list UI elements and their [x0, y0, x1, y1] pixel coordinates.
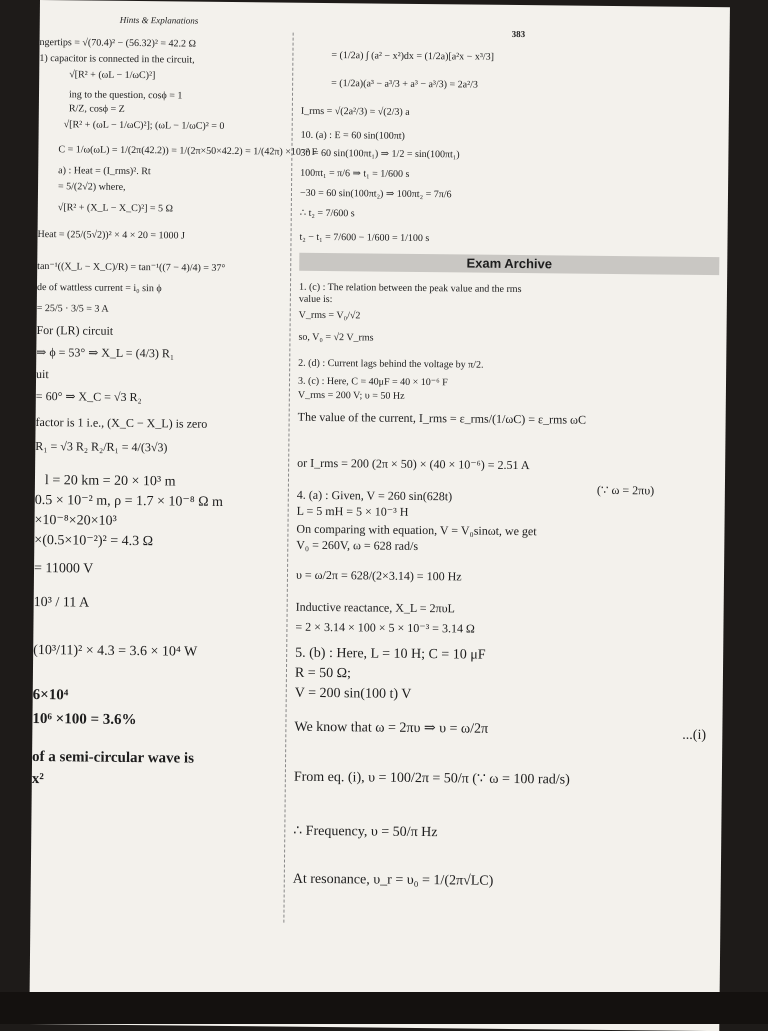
right-line: 10. (a) : E = 60 sin(100πt): [300, 129, 405, 142]
left-line: l = 20 km = 20 × 10³ m: [44, 473, 176, 490]
right-line: V_rms = V₀/√2: [298, 309, 361, 322]
left-line: R₁ = √3 R₂ R₂/R₁ = 4/(3√3): [35, 438, 168, 455]
left-line: a) : Heat = (I_rms)². Rt: [58, 165, 151, 178]
left-line: ×10⁻⁸×20×10³: [34, 512, 117, 529]
right-line: At resonance, υ_r = υ₀ = 1/(2π√LC): [292, 871, 494, 889]
right-line: 4. (a) : Given, V = 260 sin(628t): [296, 487, 453, 504]
right-line: −30 = 60 sin(100πt₂) ⇒ 100πt₂ = 7π/6: [299, 187, 452, 201]
left-line: C = 1/ω(ωL) = 1/(2π(42.2)) = 1/(2π×50×42.2) = 1/(42π) ×10⁻² F: [58, 144, 318, 158]
left-line: For (LR) circuit: [36, 322, 114, 338]
left-line: x²: [31, 770, 44, 788]
right-line: 3. (c) : Here, C = 40μF = 40 × 10⁻⁶ F: [297, 375, 448, 389]
right-line: ...(i): [682, 727, 707, 744]
right-line: R = 50 Ω;: [294, 665, 352, 682]
textbook-page: [29, 0, 730, 1031]
section-banner: [299, 253, 719, 275]
right-line: ∴ Frequency, υ = 50/π Hz: [293, 823, 438, 841]
left-line: ngertips = √(70.4)² − (56.32)² = 42.2 Ω: [39, 36, 196, 50]
left-line: = 25/5 · 3/5 = 3 A: [36, 302, 109, 315]
right-line: = 2 × 3.14 × 100 × 5 × 10⁻³ = 3.14 Ω: [295, 619, 475, 636]
running-header: Hints & Explanations: [119, 14, 199, 26]
left-line: √[R² + (X_L − X_C)²] = 5 Ω: [57, 202, 174, 215]
left-line: ⇒ ϕ = 53° ⇒ X_L = (4/3) R₁: [36, 344, 175, 361]
right-line: 1. (c) : The relation between the peak value and the rms: [298, 281, 522, 296]
left-line: de of wattless current = i₀ sin ϕ: [36, 281, 162, 295]
right-line: On comparing with equation, V = V₀sinωt, we get: [296, 521, 537, 539]
right-line: From eq. (i), υ = 100/2π = 50/π (∵ ω = 100 rad/s): [293, 769, 570, 788]
left-line: 10³ / 11 A: [33, 594, 90, 611]
left-line: = 60° ⇒ X_C = √3 R₂: [35, 388, 142, 405]
right-line: (∵ ω = 2πυ): [596, 482, 655, 498]
right-line: or I_rms = 200 (2π × 50) × (40 × 10⁻⁶) = 2.51 A: [297, 455, 530, 473]
left-line: uit: [36, 366, 49, 382]
right-line: = (1/2a) ∫ (a² − x²)dx = (1/2a)[a²x − x³/3]: [331, 50, 495, 63]
left-line: 10⁶ ×100 = 3.6%: [32, 710, 137, 729]
left-line: 1) capacitor is connected in the circuit,: [39, 52, 195, 66]
left-line: R/Z, cosϕ = Z: [68, 103, 125, 115]
right-line: υ = ω/2π = 628/(2×3.14) = 100 Hz: [295, 567, 462, 584]
right-line: I_rms = √(2a²/3) = √(2/3) a: [300, 105, 410, 118]
right-line: 100πt₁ = π/6 ⇒ t₁ = 1/600 s: [300, 167, 410, 180]
bottom-edge-shadow: [0, 992, 768, 1024]
right-line: value is:: [298, 293, 333, 306]
right-line: V_rms = 200 V; υ = 50 Hz: [297, 389, 405, 402]
right-line: t₂ − t₁ = 7/600 − 1/600 = 1/100 s: [299, 231, 430, 245]
right-line: The value of the current, I_rms = ε_rms/(1/ωC) = ε_rms ωC: [297, 409, 587, 427]
left-line: factor is 1 i.e., (X_C − X_L) is zero: [35, 414, 208, 431]
right-line: V = 200 sin(100 t) V: [294, 685, 412, 702]
left-line: tan⁻¹((X_L − X_C)/R) = tan⁻¹((7 − 4)/4) = 37°: [37, 260, 226, 274]
left-line: of a semi-circular wave is: [31, 748, 195, 767]
right-line: so, V₀ = √2 V_rms: [298, 331, 374, 344]
left-line: Heat = (25/(5√2))² × 4 × 20 = 1000 J: [37, 228, 186, 242]
left-line: = 11000 V: [33, 560, 94, 577]
right-line: Inductive reactance, X_L = 2πυL: [295, 599, 455, 616]
left-line: ing to the question, cosϕ = 1: [68, 89, 183, 102]
right-line: We know that ω = 2πυ ⇒ υ = ω/2π: [294, 719, 489, 737]
left-line: √[R² + (ωL − 1/ωC)²]: [69, 69, 156, 82]
right-line: 5. (b) : Here, L = 10 H; C = 10 μF: [295, 645, 486, 663]
left-line: 6×10⁴: [32, 686, 69, 704]
left-line: √[R² + (ωL − 1/ωC)²]; (ωL − 1/ωC)² = 0: [63, 119, 225, 132]
page-number: 383: [511, 28, 526, 40]
right-line: ∴ t₂ = 7/600 s: [299, 207, 355, 220]
right-line: = (1/2a)(a³ − a³/3 + a³ − a³/3) = 2a²/3: [331, 78, 478, 91]
left-line: (10³/11)² × 4.3 = 3.6 × 10⁴ W: [33, 642, 198, 660]
section-title: Exam Archive: [466, 255, 553, 272]
right-line: 2. (d) : Current lags behind the voltage by π/2.: [298, 357, 484, 371]
left-line: 0.5 × 10⁻² m, ρ = 1.7 × 10⁻⁸ Ω m: [34, 492, 224, 510]
left-line: ×(0.5×10⁻²)² = 4.3 Ω: [34, 532, 154, 550]
right-line: 30 = 60 sin(100πt₁) ⇒ 1/2 = sin(100πt₁): [300, 147, 460, 161]
left-line: = 5/(2√2) where,: [57, 181, 126, 193]
column-divider: [283, 33, 293, 923]
right-line: L = 5 mH = 5 × 10⁻³ H: [296, 503, 409, 519]
right-line: V₀ = 260V, ω = 628 rad/s: [296, 537, 419, 553]
